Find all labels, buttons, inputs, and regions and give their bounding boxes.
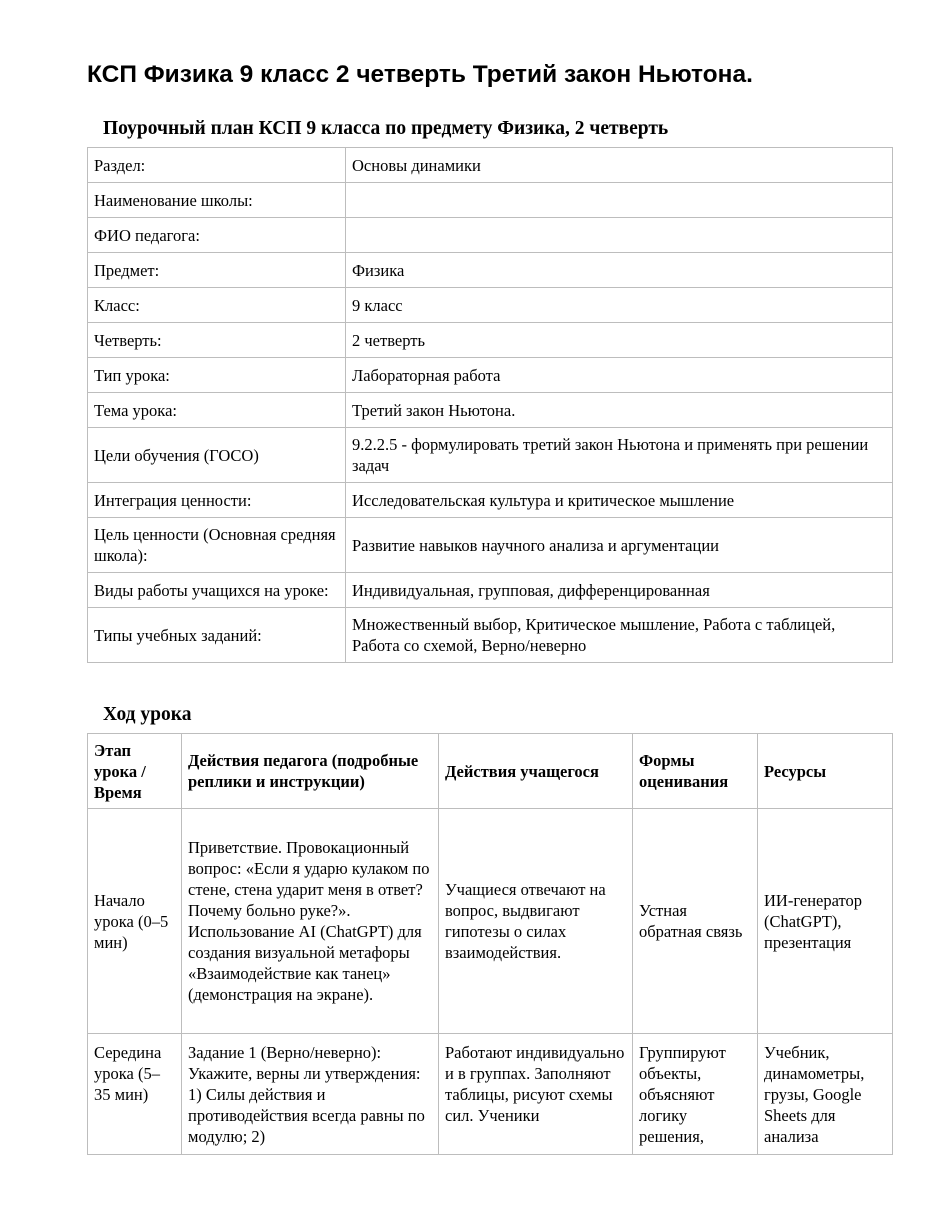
cell-student-actions: Учащиеся отвечают на вопрос, выдвигают гипотезы о силах взаимодействия.	[439, 809, 633, 1034]
info-row	[88, 148, 893, 183]
cell-student-text: Работают индивидуально и в группах. Заполняют таблицы, рисуют схемы сил. Ученики	[445, 1043, 625, 1125]
info-value: Основы динамики	[346, 148, 893, 183]
header-stage: Этап урока / Время	[88, 734, 182, 809]
info-label: Тема урока:	[88, 393, 346, 428]
lesson-row-start	[88, 809, 893, 1034]
header-student-actions: Действия учащегося	[439, 734, 633, 809]
info-label: ФИО педагога:	[88, 218, 346, 253]
info-value: Множественный выбор, Критическое мышление, Работа с таблицей, Работа со схемой, Верно/неверно	[346, 608, 893, 663]
cell-assessment-text: Группируют объекты, объясняют логику решения,	[639, 1043, 726, 1146]
cell-resources-text: Учебник, динамометры, грузы, Google Sheets для анализа	[764, 1043, 865, 1146]
info-value: 9.2.2.5 - формулировать третий закон Ньютона и применять при решении задач	[346, 428, 893, 483]
info-label: Виды работы учащихся на уроке:	[88, 573, 346, 608]
info-row	[88, 323, 893, 358]
cell-stage: Начало урока (0–5 мин)	[88, 809, 182, 1034]
lesson-table	[87, 733, 893, 1155]
info-value: Индивидуальная, групповая, дифференцированная	[346, 573, 893, 608]
info-value: Физика	[346, 253, 893, 288]
info-value: Лабораторная работа	[346, 358, 893, 393]
info-label: Наименование школы:	[88, 183, 346, 218]
info-label: Цели обучения (ГОСО)	[88, 428, 346, 483]
info-label: Четверть:	[88, 323, 346, 358]
info-row	[88, 183, 893, 218]
cell-stage-text: Середина урока (5–35 мин)	[94, 1043, 162, 1104]
info-row	[88, 288, 893, 323]
cell-teacher-text: Задание 1 (Верно/неверно): Укажите, верны ли утверждения: 1) Силы действия и противодействия всегда равны по модулю; 2)	[188, 1043, 425, 1146]
info-label: Тип урока:	[88, 358, 346, 393]
cell-resources: ИИ-генератор (ChatGPT), презентация	[758, 809, 893, 1034]
info-label: Раздел:	[88, 148, 346, 183]
info-row	[88, 218, 893, 253]
info-value	[346, 183, 893, 218]
info-value: Исследовательская культура и критическое мышление	[346, 483, 893, 518]
cell-assessment	[633, 1034, 758, 1155]
cell-teacher-actions	[182, 1034, 439, 1155]
info-row	[88, 393, 893, 428]
lesson-row-middle	[88, 1034, 893, 1155]
info-row	[88, 358, 893, 393]
header-resources: Ресурсы	[758, 734, 893, 809]
info-row	[88, 518, 893, 573]
info-value: Развитие навыков научного анализа и аргументации	[346, 518, 893, 573]
header-assessment: Формы оценивания	[633, 734, 758, 809]
cell-stage	[88, 1034, 182, 1155]
info-value	[346, 218, 893, 253]
page-title: КСП Физика 9 класс 2 четверть Третий закон Ньютона.	[87, 61, 753, 88]
cell-assessment: Устная обратная связь	[633, 809, 758, 1034]
info-table-body	[88, 148, 893, 663]
info-row	[88, 428, 893, 483]
info-label: Предмет:	[88, 253, 346, 288]
plan-heading: Поурочный план КСП 9 класса по предмету Физика, 2 четверть	[103, 118, 669, 139]
info-table	[87, 147, 893, 663]
info-row	[88, 573, 893, 608]
cell-student-actions	[439, 1034, 633, 1155]
info-label: Класс:	[88, 288, 346, 323]
lesson-table-header-row	[88, 734, 893, 809]
info-row	[88, 483, 893, 518]
info-label: Типы учебных заданий:	[88, 608, 346, 663]
info-row	[88, 608, 893, 663]
info-value: 9 класс	[346, 288, 893, 323]
info-label: Интеграция ценности:	[88, 483, 346, 518]
info-value: 2 четверть	[346, 323, 893, 358]
header-teacher-actions: Действия педагога (подробные реплики и инструкции)	[182, 734, 439, 809]
cell-teacher-actions: Приветствие. Провокационный вопрос: «Если я ударю кулаком по стене, стена ударит меня в ответ? Почему больно руке?». Использование AI (ChatGPT) для создания визуальной метафоры «Взаимодействие как танец» (демонстрация на экране).	[182, 809, 439, 1034]
info-value: Третий закон Ньютона.	[346, 393, 893, 428]
info-label: Цель ценности (Основная средняя школа):	[88, 518, 346, 573]
cell-resources	[758, 1034, 893, 1155]
lesson-heading: Ход урока	[103, 704, 192, 725]
info-row	[88, 253, 893, 288]
